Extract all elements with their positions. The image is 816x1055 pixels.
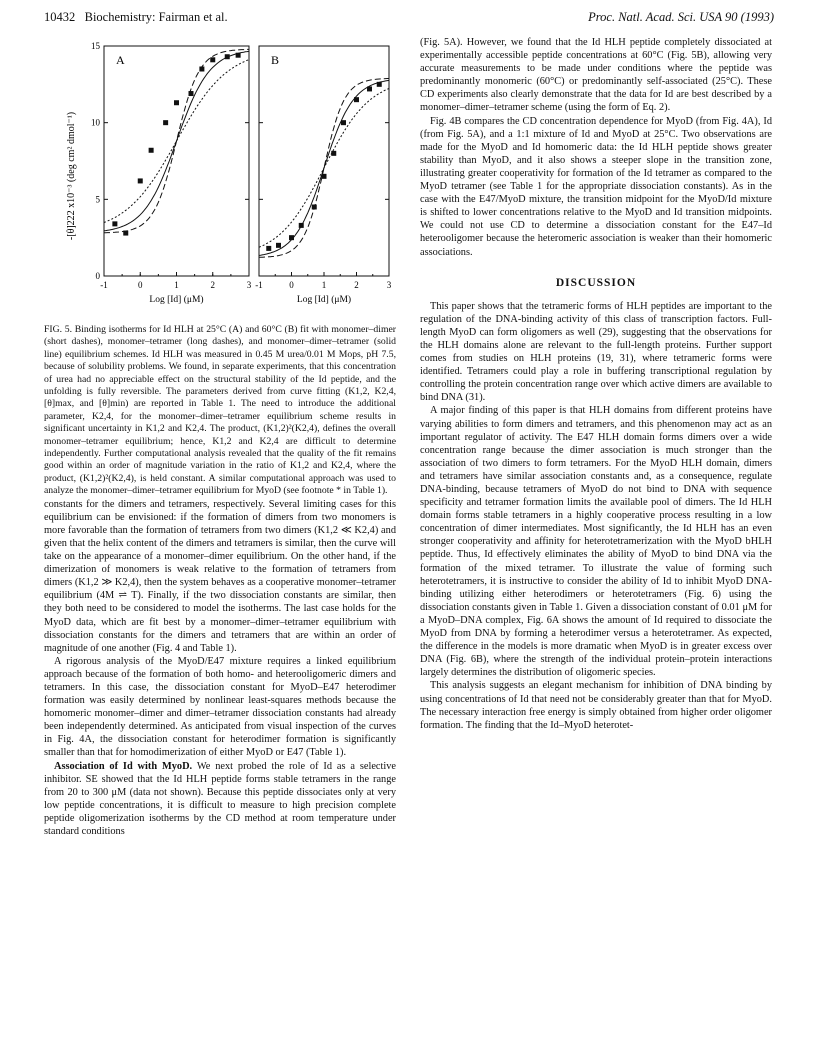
- right-column: [420, 36, 772, 732]
- figure-5-chart: [44, 36, 396, 324]
- runin-heading: Association of Id with MyoD.: [54, 760, 193, 772]
- figure-caption: FIG. 5. Binding isotherms for Id HLH at 25°C (A) and 60°C (B) fit with monomer–dimer (short dashes), monomer–tetramer (long dashes), and monomer–dimer–tetramer (solid line) equilibrium schemes. Id HLH was measured in 0.45 M urea/0.01 M Mops, pH 7.5, because of solubility problems. We found, in separate experiments, that this concentration of urea had no appreciable effect on the structural stability of the Id peptide, and the unfolding is fully reversible. The parameters derived from curve fitting (K1,2, K2,4, [θ]max, and [θ]min) are reported in Table 1. The need to introduce the additional parameter, K2,4, for the monomer–dimer–tetramer equilibrium scheme results in significant uncertainty in K1,2 and K2,4. The product, (K1,2)²(K2,4), defines the overall monomer–tetramer equilibrium; hence, K1,2 and K2,4 are difficult to determine independently. Further computational analysis revealed that the quality of the fit remains good within an order of magnitude variation in the ratio of K1,2 and K2,4, where the product, (K1,2)²(K2,4), is held constant. A similar computational approach was used to analyze the monomer–dimer–tetramer equilibrium for MyoD (see footnote * in Table 1).: [44, 324, 396, 497]
- x-axis-label: Log [Id] (μM): [149, 295, 204, 305]
- data-point: [354, 97, 359, 102]
- y-tick-label: 10: [91, 117, 100, 128]
- y-axis-label: -[θ]222 x10⁻³ (deg cm² dmol⁻¹): [66, 111, 77, 241]
- data-point: [299, 223, 304, 228]
- x-tick-label: 0: [138, 280, 143, 290]
- figure-5: [44, 36, 396, 324]
- left-column: [44, 36, 396, 838]
- journal-right: Proc. Natl. Acad. Sci. USA 90 (1993): [588, 10, 774, 24]
- data-point: [312, 205, 317, 210]
- fit-curve-long-dash: [104, 49, 249, 232]
- data-point: [112, 221, 117, 226]
- header-left: [44, 10, 228, 25]
- x-tick-label: 1: [321, 280, 327, 290]
- left-paragraph: constants for the dimers and tetramers, respectively. Several limiting cases for this equilibrium can be envisioned: if the formation of dimers from two monomers is more favorable than the formation of tetramers from two dimers (K1,2 ≪ K2,4) and given that the helix content of the dimers and tetramers is similar, then the curve will take on the appearance of a monomer–dimer equilibrium. On the other hand, if the dimerization of monomers is weak relative to the formation of tetramers from dimers (K1,2 ≫ K2,4), then the system behaves as a cooperative monomer–tetramer equilibrium (4M ⇌ T). Finally, if the two dissociation constants are similar, then they both need to be considered to model the isotherms. The last case holds for the MyoD data, which are fit best by a monomer–dimer–tetramer equilibrium with dissociation constants for the dimers and tetramers that are within an order of magnitude of one another (Fig. 4 and Table 1).: [44, 498, 396, 654]
- panel-label: A: [116, 53, 125, 67]
- discussion-paragraph: This paper shows that the tetrameric forms of HLH peptides are important to the regulation of the DNA-binding activity of this class of transcription factors. Full-length MyoD can form oligomers as well (29), suggesting that the observations for the HLH domains alone are relevant to the full-length proteins. Further support comes from studies on HLH proteins (19, 31), where tetrameric forms were identified. Tetramers could play a role in buffering transcriptional regulation by controlling the protein concentration range over which active dimers are available to bind DNA (31).: [420, 300, 772, 404]
- journal-left: Biochemistry: Fairman et al.: [84, 10, 228, 24]
- y-tick-label: 5: [95, 194, 100, 205]
- fit-curve-short-dash: [259, 89, 389, 248]
- data-point: [163, 120, 168, 125]
- panel-label: B: [271, 53, 280, 67]
- x-tick-label: -1: [255, 280, 263, 290]
- panel-frame: [104, 46, 249, 276]
- data-point: [266, 246, 271, 251]
- x-tick-label: 3: [386, 280, 392, 290]
- right-paragraph: (Fig. 5A). However, we found that the Id HLH peptide completely dissociated at experimentally accessible peptide concentrations at 60°C (Fig. 5B), allowing very accurate measurements to be made under conditions where the peptide was predominantly monomeric (60°C) or predominantly self-associated (25°C). These CD experiments also clearly demonstrate that the data for Id are best described by a monomer–dimer–tetramer scheme (using the form of Eq. 2).: [420, 37, 772, 114]
- runin-text: We next probed the role of Id as a selective inhibitor. SE showed that the Id HLH peptide forms stable tetramers in the range from 20 to 300 μM (data not shown). Because this peptide dissociates only at very low peptide concentrations, it is difficult to measure to high precision complete peptide oligomerization isotherms by the CD method at room temperature under standard conditions: [44, 760, 397, 838]
- discussion-paragraph: This analysis suggests an elegant mechanism for inhibition of DNA binding by using concentrations of Id that need not be considerably greater than that for MyoD. The necessary interaction free energy is simply obtained from higher order oligomer formation. The finding that the Id–MyoD heterotet-: [420, 680, 772, 731]
- right-paragraph: Fig. 4B compares the CD concentration dependence for MyoD (from Fig. 4A), Id (from Fig. 5A), and a 1:1 mixture of Id and MyoD at 25°C. Two observations are made for the MyoD and Id homomeric data: the Id HLH peptide shows greater stability than MyoD, and it also shows a steeper slope in the transition zone, illustrating greater cooperativity for formation of the Id tetramer as compared to the MyoD tetramer (see Table 1 for the appropriate dissociation constants). As in the case with the E47/MyoD mixture, the transition midpoint for the MyoD/Id mixture is shifted to lower concentrations relative to the MyoD and Id transition midpoints. We could not use CD to determine a dissociation constant for the E47–Id heterooligomer because the heteromeric association is weaker than their homomeric associations.: [420, 115, 772, 258]
- x-axis-label: Log [Id] (μM): [296, 295, 352, 305]
- runin-paragraph: [44, 760, 396, 839]
- data-point: [331, 151, 336, 156]
- data-point: [123, 231, 128, 236]
- discussion-heading: DISCUSSION: [555, 276, 637, 289]
- data-point: [149, 148, 154, 153]
- data-point: [225, 54, 230, 59]
- x-tick-label: 1: [174, 280, 179, 290]
- x-tick-label: 2: [210, 280, 215, 290]
- data-point: [199, 67, 204, 72]
- data-point: [341, 120, 346, 125]
- data-point: [189, 91, 194, 96]
- page-number: 10432: [44, 10, 76, 24]
- data-point: [210, 57, 215, 62]
- left-paragraph: A rigorous analysis of the MyoD/E47 mixture requires a linked equilibrium approach because of the formation of both homo- and heterooligomeric dimers and tetramers. In this case, the dissociation constant for MyoD–E47 heterodimer formation was easily determined by nonlinear least-squares methods because the homomeric monomer–dimer and dimer–tetramer dissociation constants had already been independently determined. As anticipated from visual inspection of the curves in Fig. 4A, the dissociation constant for heterodimer formation is significantly smaller than that for homodimerization of either MyoD or E47 (Table 1).: [44, 655, 396, 759]
- data-point: [322, 174, 327, 179]
- data-point: [174, 100, 179, 105]
- x-tick-label: 2: [354, 280, 359, 290]
- x-tick-label: 3: [246, 280, 252, 290]
- data-point: [276, 243, 281, 248]
- data-point: [367, 86, 372, 91]
- y-tick-label: 0: [95, 271, 100, 281]
- x-tick-label: -1: [100, 280, 108, 290]
- y-tick-label: 15: [91, 41, 100, 51]
- x-tick-label: 0: [289, 280, 294, 290]
- discussion-paragraph: A major finding of this paper is that HLH domains from different proteins have varying abilities to form dimers and tetramers, and this phenomenon may act as an important regulator of activity. The E47 HLH domain forms dimers over a wide concentration range because the dimer association is much stronger than the association of two dimers to form tetramers. For the MyoD HLH domain, dimers and tetramers have similar association constants and, as a consequence, regulate DNA-binding, because tetramers of MyoD do not bind to DNA with sequence specificity and tetramer formation limits the available pool of dimers. The Id HLH domain forms stable tetramers in a highly cooperative process resulting in a low concentration of dimer intermediates. Most significantly, the Id HLH has an even stronger cooperativity and affinity for heterotetramerization with the MyoD bHLH peptide. Thus, Id effectively eliminates the ability of MyoD to bind DNA via the formation of the mixed tetramer. To illustrate the value of forming such heterotetramers, it is instructive to consider the ability of Id to inhibit MyoD DNA-binding utilizing either heterodimers or heterotetramers (Fig. 6) using the dissociation constants given in Table 1. Given a dissociation constant of 0.01 μM for a MyoD–DNA complex, Fig. 6A shows the amount of Id required to dissociate the MyoD from DNA by forming a heterodimer versus a heterotetramer. As expected, the difference in the models is more dramatic when MyoD is in greater excess over DNA (Fig. 6B), where the strength of the individual protein–protein interactions largely determines the distribution of oligomeric species.: [420, 405, 772, 679]
- data-point: [289, 235, 294, 240]
- data-point: [236, 53, 241, 58]
- data-point: [377, 82, 382, 87]
- data-point: [138, 178, 143, 183]
